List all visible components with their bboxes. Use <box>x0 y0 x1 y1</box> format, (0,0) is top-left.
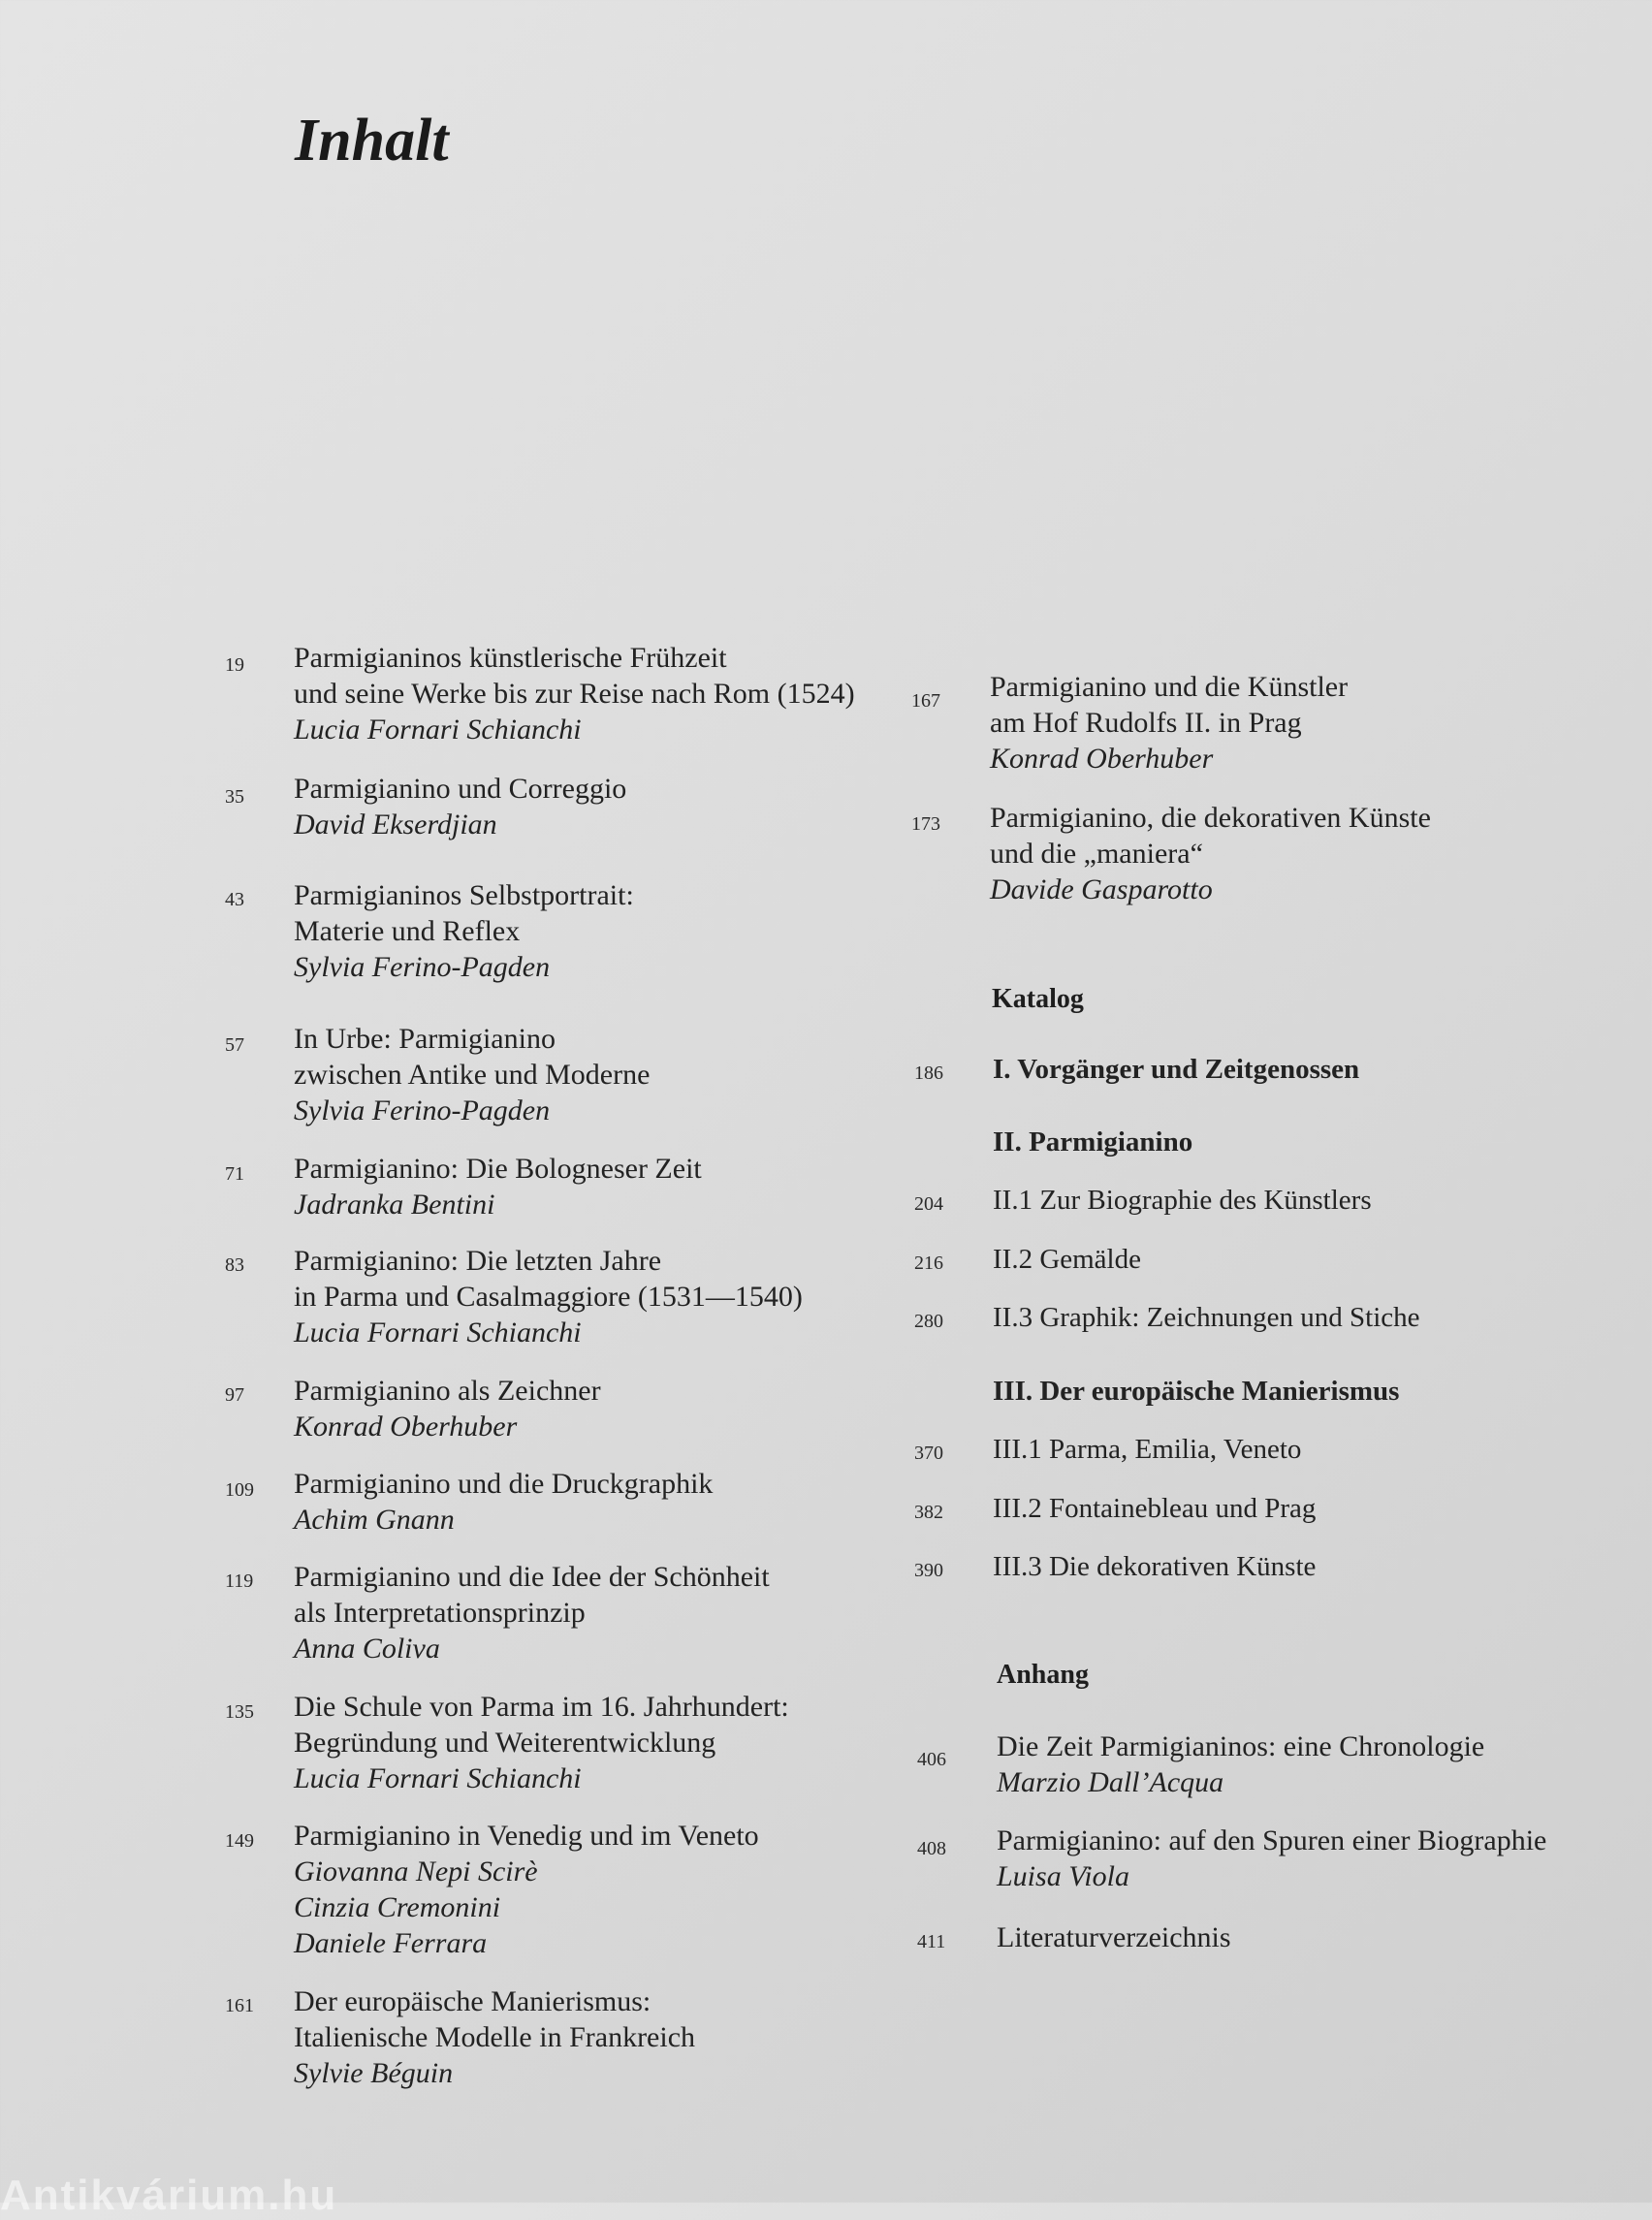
toc-page-number: 43 <box>225 889 244 910</box>
toc-entry[interactable] <box>294 1373 601 1444</box>
toc-page-number: 406 <box>917 1749 946 1770</box>
toc-entry[interactable] <box>294 1151 702 1222</box>
toc-entry-title: Parmigianino als Zeichner <box>294 1375 601 1407</box>
toc-entry[interactable] <box>294 1818 759 1961</box>
toc-entry-author: Anna Coliva <box>294 1633 440 1665</box>
anhang-heading: Anhang <box>997 1660 1089 1690</box>
toc-entry-title: Parmigianinos Selbstportrait: <box>294 879 634 911</box>
toc-page-number: 204 <box>914 1193 943 1215</box>
toc-entry-author: Achim Gnann <box>294 1504 455 1536</box>
toc-entry-author: Marzio Dall’Acqua <box>997 1766 1224 1798</box>
toc-entry[interactable] <box>294 1983 695 2091</box>
toc-entry[interactable] <box>294 771 626 842</box>
toc-entry-title: und seine Werke bis zur Reise nach Rom (1524) <box>294 678 855 710</box>
toc-entry-title: Parmigianino und die Druckgraphik <box>294 1468 714 1500</box>
toc-entry-author: Cinzia Cremonini <box>294 1891 501 1923</box>
katalog-subsection[interactable]: III.2 Fontainebleau und Prag <box>993 1493 1317 1524</box>
toc-entry-author: Daniele Ferrara <box>294 1927 488 1959</box>
toc-entry-author: Sylvia Ferino-Pagden <box>294 1094 551 1126</box>
toc-entry[interactable] <box>294 1021 650 1128</box>
toc-page-number: 216 <box>914 1253 943 1274</box>
toc-page-number: 382 <box>914 1502 943 1523</box>
toc-entry-title: und die „maniera“ <box>990 838 1203 870</box>
toc-entry-title: Literaturverzeichnis <box>997 1921 1231 1953</box>
toc-entry-title: zwischen Antike und Moderne <box>294 1059 651 1091</box>
toc-entry[interactable] <box>997 1823 1546 1894</box>
toc-page-number: 161 <box>225 1995 254 2016</box>
toc-entry-title: Begründung und Weiterentwicklung <box>294 1727 716 1759</box>
katalog-subsection[interactable]: II.2 Gemälde <box>993 1244 1141 1275</box>
toc-entry[interactable] <box>294 1243 803 1350</box>
toc-entry-author: Konrad Oberhuber <box>294 1411 518 1443</box>
toc-page-number: 109 <box>225 1479 254 1501</box>
toc-entry-author: Lucia Fornari Schianchi <box>294 1762 582 1794</box>
katalog-subsection[interactable]: III.3 Die dekorativen Künste <box>993 1551 1317 1582</box>
toc-page-number: 83 <box>225 1254 244 1276</box>
toc-entry-title: als Interpretationsprinzip <box>294 1597 586 1629</box>
katalog-subsection[interactable]: II.1 Zur Biographie des Künstlers <box>993 1185 1372 1216</box>
toc-entry[interactable] <box>997 1728 1484 1800</box>
toc-page-number: 411 <box>917 1931 946 1952</box>
toc-entry-title: Parmigianino und die Idee der Schönheit <box>294 1561 770 1593</box>
toc-page-number: 19 <box>225 654 244 676</box>
toc-page-number: 370 <box>914 1443 943 1464</box>
toc-entry[interactable] <box>294 1559 770 1666</box>
toc-entry-title: Parmigianino und die Künstler <box>990 671 1349 703</box>
watermark: Antikvárium.hu <box>0 2172 338 2219</box>
toc-entry-title: Parmigianino: Die Bologneser Zeit <box>294 1153 702 1185</box>
toc-entry-author: Lucia Fornari Schianchi <box>294 1316 582 1348</box>
katalog-section[interactable]: II. Parmigianino <box>993 1126 1193 1158</box>
toc-entry-title: Parmigianino, die dekorativen Künste <box>990 802 1431 834</box>
katalog-heading: Katalog <box>992 984 1084 1014</box>
toc-entry-title: Der europäische Manierismus: <box>294 1985 651 2017</box>
toc-page-number: 119 <box>225 1570 254 1592</box>
toc-entry[interactable] <box>990 669 1348 777</box>
toc-entry-author: Lucia Fornari Schianchi <box>294 714 582 745</box>
katalog-subsection[interactable]: III.1 Parma, Emilia, Veneto <box>993 1434 1302 1465</box>
toc-page-number: 35 <box>225 786 244 808</box>
katalog-section[interactable]: III. Der europäische Manierismus <box>993 1376 1400 1407</box>
page-title: Inhalt <box>295 108 449 174</box>
toc-page-number: 97 <box>225 1384 244 1406</box>
toc-page-number: 71 <box>225 1163 244 1185</box>
toc-entry-title: in Parma und Casalmaggiore (1531—1540) <box>294 1281 803 1313</box>
toc-entry-author: Davide Gasparotto <box>990 873 1213 905</box>
toc-entry-author: Luisa Viola <box>997 1860 1129 1892</box>
toc-entry-author: Giovanna Nepi Scirè <box>294 1855 538 1887</box>
toc-entry-title: In Urbe: Parmigianino <box>294 1023 556 1055</box>
toc-entry-title: Parmigianino: auf den Spuren einer Biographie <box>997 1824 1547 1856</box>
toc-page-number: 135 <box>225 1701 254 1723</box>
toc-entry-title: Italienische Modelle in Frankreich <box>294 2021 696 2053</box>
toc-entry-title: Parmigianinos künstlerische Frühzeit <box>294 642 727 674</box>
toc-page-number: 167 <box>911 690 940 712</box>
toc-entry-author: David Ekserdjian <box>294 809 497 840</box>
toc-page-number: 173 <box>911 813 940 835</box>
toc-entry[interactable] <box>997 1919 1231 1955</box>
toc-entry-title: Parmigianino und Correggio <box>294 773 627 805</box>
toc-entry-title: Die Zeit Parmigianinos: eine Chronologie <box>997 1730 1485 1762</box>
toc-entry-author: Jadranka Bentini <box>294 1189 495 1221</box>
toc-entry-title: Materie und Reflex <box>294 915 521 947</box>
toc-page-number: 280 <box>914 1311 943 1332</box>
toc-entry-title: Die Schule von Parma im 16. Jahrhundert: <box>294 1691 789 1723</box>
toc-entry-title: Parmigianino: Die letzten Jahre <box>294 1245 662 1277</box>
toc-page-number: 390 <box>914 1560 943 1581</box>
toc-entry[interactable] <box>294 877 634 985</box>
toc-entry[interactable] <box>990 800 1431 907</box>
toc-page-number: 186 <box>914 1062 943 1084</box>
katalog-subsection[interactable]: II.3 Graphik: Zeichnungen und Stiche <box>993 1302 1420 1333</box>
toc-entry-title: Parmigianino in Venedig und im Veneto <box>294 1820 759 1852</box>
toc-entry-title: am Hof Rudolfs II. in Prag <box>990 707 1302 739</box>
toc-entry-author: Sylvia Ferino-Pagden <box>294 951 551 983</box>
toc-page-number: 57 <box>225 1034 244 1056</box>
toc-page-number: 149 <box>225 1830 254 1852</box>
toc-entry-author: Sylvie Béguin <box>294 2057 454 2089</box>
toc-entry[interactable] <box>294 1466 713 1538</box>
toc-entry[interactable] <box>294 640 855 747</box>
katalog-section[interactable]: I. Vorgänger und Zeitgenossen <box>993 1054 1360 1085</box>
toc-page-number: 408 <box>917 1838 946 1859</box>
toc-entry[interactable] <box>294 1689 789 1796</box>
toc-entry-author: Konrad Oberhuber <box>990 743 1214 775</box>
